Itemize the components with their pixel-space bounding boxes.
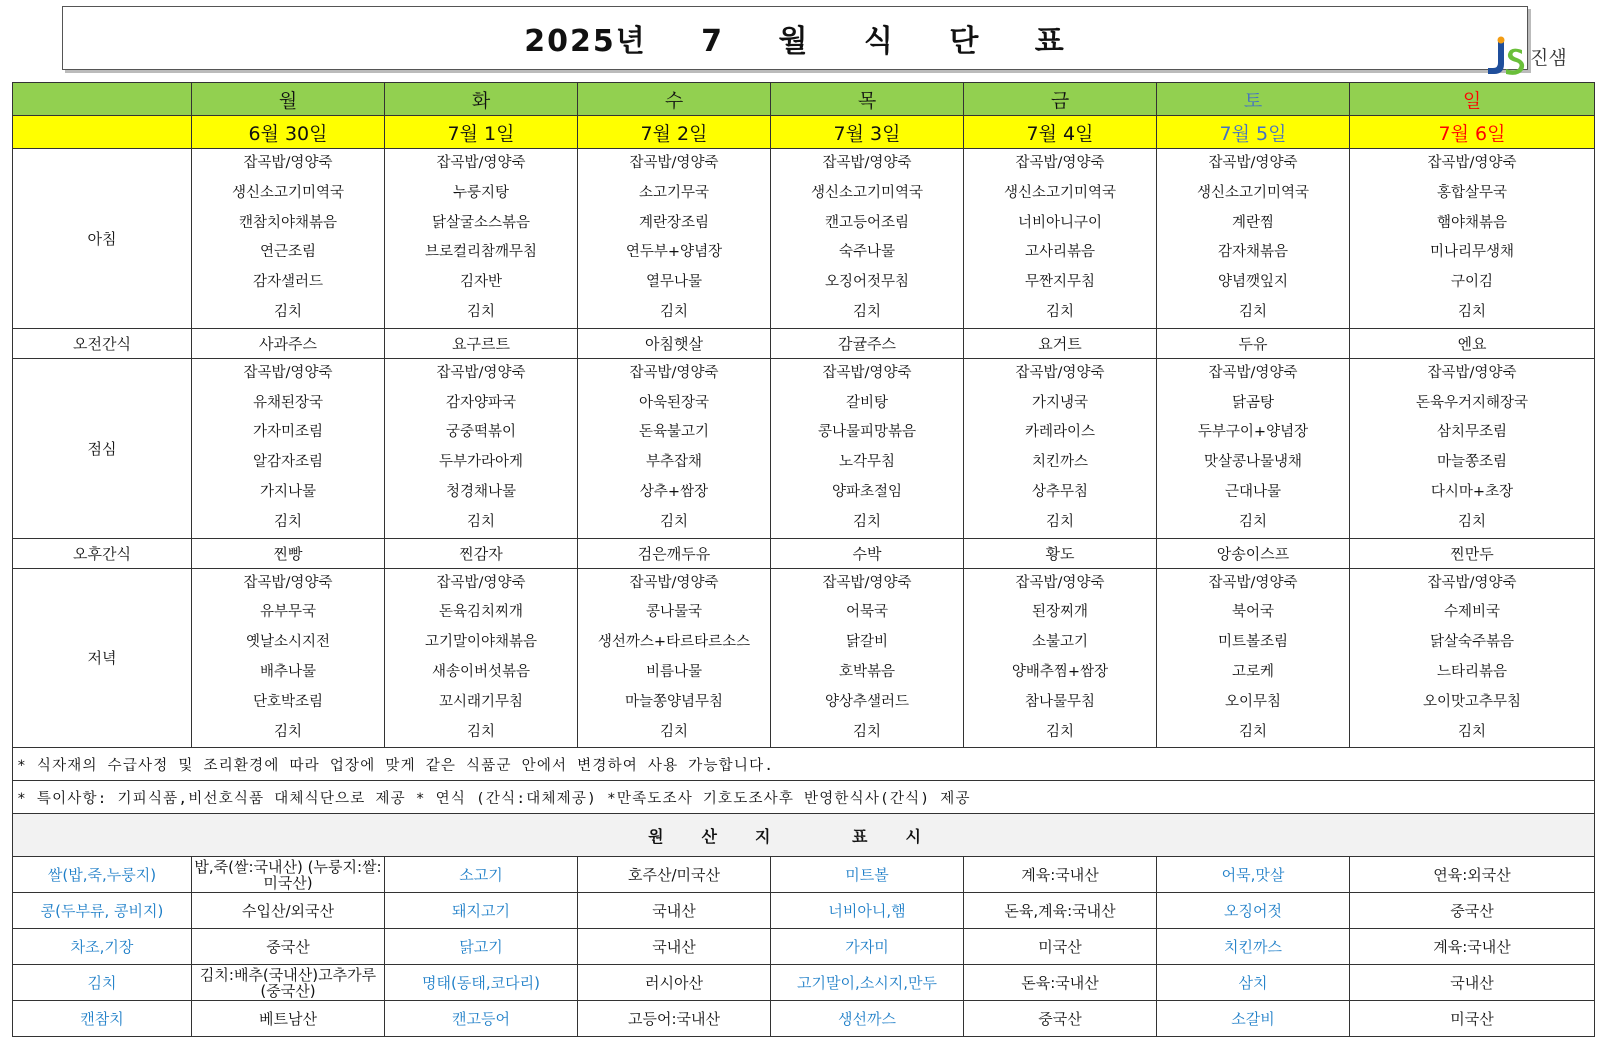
origin-country: 밥,죽(쌀:국내산) (누룽지:쌀:미국산) <box>192 857 385 893</box>
menu-item: 콩나물국 <box>645 604 703 621</box>
meal-day-cell <box>964 149 1157 329</box>
day-header: 금 <box>964 83 1157 116</box>
meal-day-cell <box>1350 358 1595 538</box>
snack-cell: 사과주스 <box>192 328 385 358</box>
origin-row <box>13 857 1595 893</box>
menu-item: 생선까스+타르타르소스 <box>597 634 751 651</box>
menu-item: 잡곡밥/영양죽 <box>629 364 719 381</box>
menu-item: 잡곡밥/영양죽 <box>822 155 912 171</box>
origin-food: 생선까스 <box>771 1001 964 1037</box>
note-special: * 특이사항: 기피식품,비선호식품 대체식단으로 제공 * 연식 (간식:대체제공) *만족도조사 기호도조사후 반영한식사(간식) 제공 <box>13 781 1595 814</box>
origin-food: 콩(두부류, 콩비지) <box>13 893 192 929</box>
origin-food: 소갈비 <box>1157 1001 1350 1037</box>
menu-item: 잡곡밥/영양죽 <box>1015 574 1105 591</box>
origin-food: 차조,기장 <box>13 929 192 965</box>
menu-item: 김치 <box>1238 723 1267 740</box>
date-cell-saturday: 7월 5일 <box>1157 116 1350 149</box>
menu-item: 잡곡밥/영양죽 <box>1427 364 1517 381</box>
menu-item: 비름나물 <box>645 663 703 680</box>
origin-title: 원산지 표시 <box>13 814 1595 857</box>
menu-item: 김치 <box>273 303 302 320</box>
origin-food: 가자미 <box>771 929 964 965</box>
menu-item: 홍합살무국 <box>1436 184 1508 201</box>
menu-item: 구이김 <box>1450 274 1494 291</box>
origin-row <box>13 965 1595 1001</box>
menu-item: 된장찌개 <box>1031 604 1089 621</box>
origin-title-row <box>13 814 1595 857</box>
snack-cell: 엔요 <box>1350 328 1595 358</box>
menu-item: 김치 <box>1238 513 1267 530</box>
meal-day-cell <box>192 149 385 329</box>
menu-item: 김치 <box>1045 723 1074 740</box>
menu-item: 수제비국 <box>1443 604 1501 621</box>
snack-label: 오전간식 <box>13 328 192 358</box>
brand-logo <box>1484 36 1584 76</box>
corner-cell <box>13 116 192 149</box>
menu-item: 김치 <box>273 513 302 530</box>
meal-day-cell <box>578 358 771 538</box>
menu-item: 계란장조림 <box>638 214 710 231</box>
menu-item: 양파초절임 <box>831 483 903 500</box>
origin-country: 돈육:국내산 <box>964 965 1157 1001</box>
menu-item: 계란찜 <box>1231 214 1275 231</box>
pm-snack-row <box>13 538 1595 568</box>
snack-cell: 요거트 <box>964 328 1157 358</box>
menu-item: 두부구이+양념장 <box>1197 424 1309 441</box>
origin-country: 중국산 <box>192 929 385 965</box>
snack-cell: 황도 <box>964 538 1157 568</box>
meal-label: 저녁 <box>13 568 192 748</box>
menu-item: 근대나물 <box>1224 483 1282 500</box>
origin-row <box>13 893 1595 929</box>
menu-item: 상추+쌈장 <box>639 483 709 500</box>
meal-day-cell <box>1157 149 1350 329</box>
snack-cell: 아침햇살 <box>578 328 771 358</box>
meal-day-cell <box>771 149 964 329</box>
menu-item: 맛살콩나물냉채 <box>1203 454 1303 471</box>
menu-item: 호박볶음 <box>838 663 896 680</box>
snack-cell: 찐감자 <box>385 538 578 568</box>
menu-item: 마늘쫑조림 <box>1436 454 1508 471</box>
am-snack-row <box>13 328 1595 358</box>
menu-item: 누룽지탕 <box>452 184 510 201</box>
menu-item: 고로케 <box>1231 663 1275 680</box>
menu-item: 소불고기 <box>1031 634 1089 651</box>
origin-food: 닭고기 <box>385 929 578 965</box>
origin-food: 미트볼 <box>771 857 964 893</box>
menu-item: 유채된장국 <box>252 394 324 411</box>
menu-item: 돈육불고기 <box>638 424 710 441</box>
origin-food: 너비아니,햄 <box>771 893 964 929</box>
day-header: 수 <box>578 83 771 116</box>
menu-item: 김치 <box>659 513 688 530</box>
origin-country: 미국산 <box>964 929 1157 965</box>
menu-item: 노각무침 <box>838 454 896 471</box>
origin-country: 국내산 <box>578 893 771 929</box>
day-header-row <box>13 83 1595 116</box>
menu-item: 양념깻잎지 <box>1217 274 1289 291</box>
menu-item: 두부가라아게 <box>438 454 524 471</box>
meal-day-cell <box>1157 568 1350 748</box>
menu-item: 감자샐러드 <box>252 274 324 291</box>
menu-item: 상추무침 <box>1031 483 1089 500</box>
day-header-saturday: 토 <box>1157 83 1350 116</box>
menu-item: 잡곡밥/영양죽 <box>1015 155 1105 171</box>
menu-item: 갈비탕 <box>845 394 889 411</box>
menu-item: 생신소고기미역국 <box>810 184 924 201</box>
menu-item: 잡곡밥/영양죽 <box>1015 364 1105 381</box>
origin-food: 치킨까스 <box>1157 929 1350 965</box>
origin-country: 계육:국내산 <box>1350 929 1595 965</box>
meal-day-cell <box>385 358 578 538</box>
menu-item: 부추잡채 <box>645 454 703 471</box>
menu-item: 느타리볶음 <box>1436 663 1508 680</box>
meal-day-cell <box>964 358 1157 538</box>
day-header: 화 <box>385 83 578 116</box>
js-logo-icon <box>1484 36 1528 76</box>
menu-item: 다시마+초장 <box>1430 483 1514 500</box>
meal-day-cell <box>578 149 771 329</box>
menu-item: 숙주나물 <box>838 244 896 261</box>
origin-food: 캔고등어 <box>385 1001 578 1037</box>
origin-country: 중국산 <box>1350 893 1595 929</box>
menu-item: 옛날소시지전 <box>245 634 331 651</box>
menu-item: 잡곡밥/영양죽 <box>822 574 912 591</box>
origin-country: 돈육,계육:국내산 <box>964 893 1157 929</box>
origin-country: 중국산 <box>964 1001 1157 1037</box>
date-cell: 6월 30일 <box>192 116 385 149</box>
origin-food: 캔참치 <box>13 1001 192 1037</box>
date-cell: 7월 1일 <box>385 116 578 149</box>
menu-item: 무짠지무침 <box>1024 274 1096 291</box>
menu-item: 김치 <box>852 513 881 530</box>
meal-day-cell <box>771 358 964 538</box>
menu-item: 가지나물 <box>259 483 317 500</box>
origin-country: 연육:외국산 <box>1350 857 1595 893</box>
origin-country: 김치:배추(국내산)고추가루(중국산) <box>192 965 385 1001</box>
menu-item: 돈육우거지해장국 <box>1415 394 1529 411</box>
menu-item: 참나물무침 <box>1024 693 1096 710</box>
menu-item: 김치 <box>852 303 881 320</box>
menu-item: 잡곡밥/영양죽 <box>436 574 526 591</box>
menu-item: 어묵국 <box>845 604 889 621</box>
snack-cell: 앙송이스프 <box>1157 538 1350 568</box>
meal-day-cell <box>964 568 1157 748</box>
meal-day-cell <box>192 358 385 538</box>
origin-food: 쌀(밥,죽,누룽지) <box>13 857 192 893</box>
origin-food: 김치 <box>13 965 192 1001</box>
origin-country: 국내산 <box>1350 965 1595 1001</box>
menu-item: 김치 <box>852 723 881 740</box>
date-cell: 7월 2일 <box>578 116 771 149</box>
date-row <box>13 116 1595 149</box>
menu-item: 잡곡밥/영양죽 <box>1427 574 1517 591</box>
menu-item: 잡곡밥/영양죽 <box>243 574 333 591</box>
note-supply: * 식자재의 수급사정 및 조리환경에 따라 업장에 맞게 같은 식품군 안에서 변경하여 사용 가능합니다. <box>13 748 1595 781</box>
menu-item: 가자미조림 <box>252 424 324 441</box>
menu-item: 양상추샐러드 <box>824 693 910 710</box>
menu-item: 김치 <box>1045 513 1074 530</box>
menu-item: 김치 <box>466 513 495 530</box>
origin-country: 수입산/외국산 <box>192 893 385 929</box>
menu-item: 햄야채볶음 <box>1436 214 1508 231</box>
meal-label: 점심 <box>13 358 192 538</box>
origin-food: 소고기 <box>385 857 578 893</box>
menu-item: 김치 <box>1457 303 1486 320</box>
day-header: 월 <box>192 83 385 116</box>
origin-food: 오징어젓 <box>1157 893 1350 929</box>
menu-item: 단호박조림 <box>252 693 324 710</box>
menu-item: 잡곡밥/영양죽 <box>243 155 333 171</box>
day-header: 목 <box>771 83 964 116</box>
menu-item: 너비아니구이 <box>1017 214 1103 231</box>
menu-item: 배추나물 <box>259 663 317 680</box>
menu-item: 김치 <box>1238 303 1267 320</box>
menu-item: 잡곡밥/영양죽 <box>629 574 719 591</box>
menu-item: 돈육김치찌개 <box>438 604 524 621</box>
menu-item: 김치 <box>1457 723 1486 740</box>
origin-country: 미국산 <box>1350 1001 1595 1037</box>
menu-item: 닭곰탕 <box>1231 394 1275 411</box>
page-title: 2025년 7 월 식 단 표 <box>524 24 1066 59</box>
menu-item: 연근조림 <box>259 244 317 261</box>
menu-item: 닭살숙주볶음 <box>1429 634 1515 651</box>
menu-item: 감자양파국 <box>445 394 517 411</box>
menu-item: 새송이버섯볶음 <box>431 663 531 680</box>
origin-country: 러시아산 <box>578 965 771 1001</box>
snack-cell: 수박 <box>771 538 964 568</box>
day-header-sunday: 일 <box>1350 83 1595 116</box>
menu-item: 잡곡밥/영양죽 <box>822 364 912 381</box>
menu-item: 캔고등어조림 <box>824 214 910 231</box>
menu-item: 궁중떡볶이 <box>445 424 517 441</box>
meal-day-cell <box>578 568 771 748</box>
meal-day-cell <box>771 568 964 748</box>
menu-item: 김치 <box>659 303 688 320</box>
snack-cell: 찐빵 <box>192 538 385 568</box>
menu-item: 잡곡밥/영양죽 <box>436 155 526 171</box>
meal-plan-table <box>12 82 1595 1037</box>
meal-label: 아침 <box>13 149 192 329</box>
origin-table-body <box>13 857 1595 1037</box>
lunch-row <box>13 358 1595 538</box>
menu-item: 브로컬리참깨무침 <box>424 244 538 261</box>
brand-name: 진샘 <box>1530 46 1567 69</box>
menu-item: 콩나물피망볶음 <box>817 424 917 441</box>
meal-day-cell <box>1350 568 1595 748</box>
menu-item: 마늘쫑양념무침 <box>624 693 724 710</box>
origin-food: 돼지고기 <box>385 893 578 929</box>
menu-item: 생신소고기미역국 <box>1003 184 1117 201</box>
menu-item: 오이무침 <box>1224 693 1282 710</box>
snack-cell: 찐만두 <box>1350 538 1595 568</box>
menu-item: 미나리무생채 <box>1429 244 1515 261</box>
menu-item: 잡곡밥/영양죽 <box>1208 155 1298 171</box>
menu-item: 잡곡밥/영양죽 <box>1427 155 1517 171</box>
menu-item: 고사리볶음 <box>1024 244 1096 261</box>
menu-item: 김치 <box>659 723 688 740</box>
menu-item: 잡곡밥/영양죽 <box>1208 364 1298 381</box>
menu-item: 닭살굴소스볶음 <box>431 214 531 231</box>
menu-item: 알감자조림 <box>252 454 324 471</box>
date-cell: 7월 4일 <box>964 116 1157 149</box>
menu-item: 생신소고기미역국 <box>231 184 345 201</box>
menu-item: 카레라이스 <box>1024 424 1096 441</box>
menu-item: 아욱된장국 <box>638 394 710 411</box>
snack-cell: 요구르트 <box>385 328 578 358</box>
note-row <box>13 781 1595 814</box>
menu-item: 청경채나물 <box>445 483 517 500</box>
snack-cell: 감귤주스 <box>771 328 964 358</box>
origin-country: 호주산/미국산 <box>578 857 771 893</box>
meal-day-cell <box>1157 358 1350 538</box>
origin-country: 베트남산 <box>192 1001 385 1037</box>
origin-food: 어묵,맛살 <box>1157 857 1350 893</box>
menu-item: 잡곡밥/영양죽 <box>1208 574 1298 591</box>
menu-item: 잡곡밥/영양죽 <box>243 364 333 381</box>
menu-item: 삼치무조림 <box>1436 424 1508 441</box>
origin-country: 국내산 <box>578 929 771 965</box>
origin-food: 삼치 <box>1157 965 1350 1001</box>
meal-day-cell <box>192 568 385 748</box>
origin-row <box>13 1001 1595 1037</box>
snack-cell: 두유 <box>1157 328 1350 358</box>
origin-food: 명태(동태,코다리) <box>385 965 578 1001</box>
menu-item: 생신소고기미역국 <box>1196 184 1310 201</box>
menu-item: 닭갈비 <box>845 634 889 651</box>
note-row <box>13 748 1595 781</box>
origin-food: 고기말이,소시지,만두 <box>771 965 964 1001</box>
menu-item: 캔참치야채볶음 <box>238 214 338 231</box>
menu-item: 김치 <box>1457 513 1486 530</box>
breakfast-row <box>13 149 1595 329</box>
menu-item: 양배추찜+쌈장 <box>1011 663 1109 680</box>
meal-day-cell <box>385 568 578 748</box>
corner-cell <box>13 83 192 116</box>
menu-item: 오이맛고추무침 <box>1422 693 1522 710</box>
menu-item: 감자채볶음 <box>1217 244 1289 261</box>
menu-item: 가지냉국 <box>1031 394 1089 411</box>
snack-cell: 검은깨두유 <box>578 538 771 568</box>
menu-item: 꼬시래기무침 <box>438 693 524 710</box>
title-box <box>62 6 1528 70</box>
menu-item: 잡곡밥/영양죽 <box>629 155 719 171</box>
date-cell-sunday: 7월 6일 <box>1350 116 1595 149</box>
menu-item: 김치 <box>466 303 495 320</box>
origin-row <box>13 929 1595 965</box>
menu-item: 미트볼조림 <box>1217 634 1289 651</box>
menu-item: 소고기무국 <box>638 184 710 201</box>
origin-country: 계육:국내산 <box>964 857 1157 893</box>
menu-item: 유부무국 <box>259 604 317 621</box>
meal-day-cell <box>385 149 578 329</box>
meal-day-cell <box>1350 149 1595 329</box>
menu-item: 김치 <box>273 723 302 740</box>
menu-item: 김자반 <box>459 274 503 291</box>
menu-item: 북어국 <box>1231 604 1275 621</box>
snack-label: 오후간식 <box>13 538 192 568</box>
date-cell: 7월 3일 <box>771 116 964 149</box>
menu-item: 치킨까스 <box>1031 454 1089 471</box>
origin-country: 고등어:국내산 <box>578 1001 771 1037</box>
menu-item: 잡곡밥/영양죽 <box>436 364 526 381</box>
dinner-row <box>13 568 1595 748</box>
menu-item: 고기말이야채볶음 <box>424 634 538 651</box>
menu-item: 연두부+양념장 <box>625 244 723 261</box>
menu-item: 김치 <box>466 723 495 740</box>
menu-item: 열무나물 <box>645 274 703 291</box>
menu-item: 오징어젓무침 <box>824 274 910 291</box>
menu-item: 김치 <box>1045 303 1074 320</box>
